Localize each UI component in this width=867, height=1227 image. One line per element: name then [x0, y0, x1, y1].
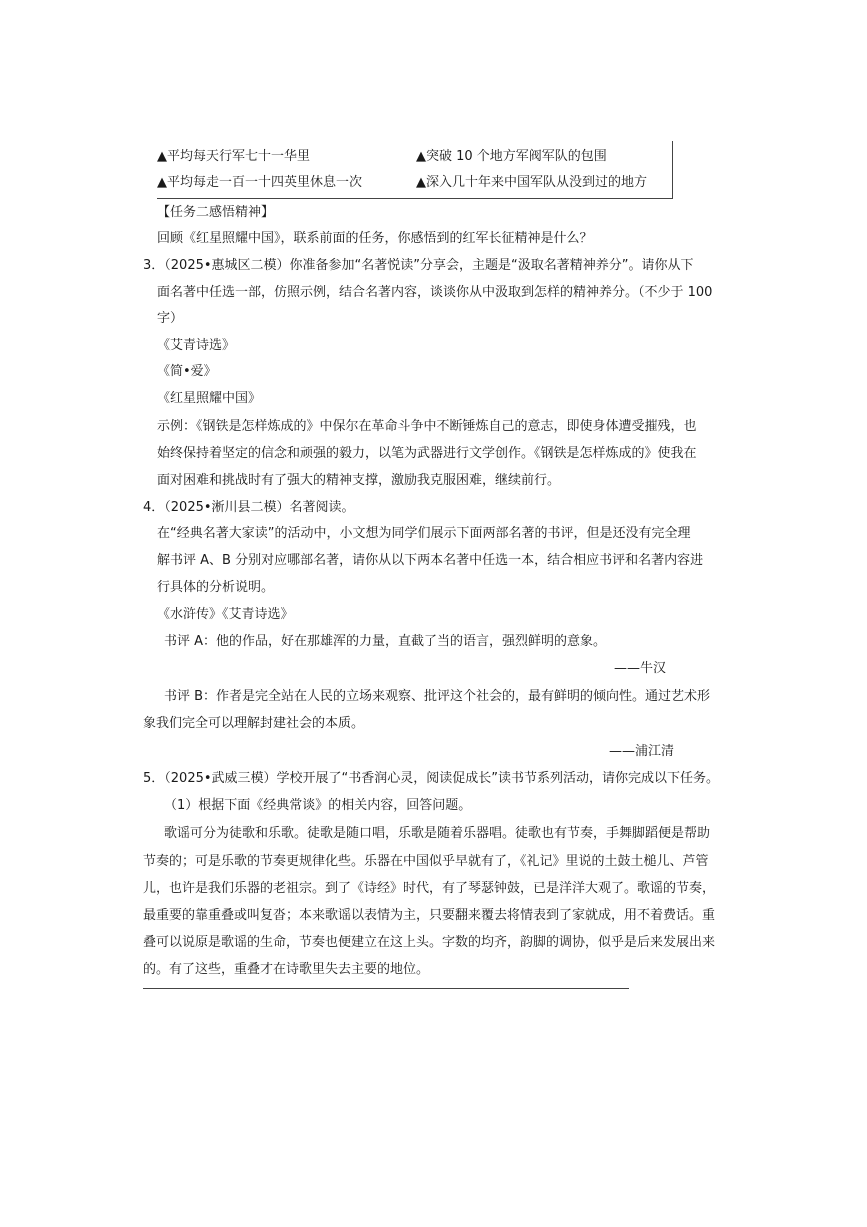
- q5-line: 5．（2025•武威三模）学校开展了“书香润心灵，阅读促成长”读书节系列活动，请你完成以下任务。: [143, 771, 719, 786]
- march-facts-table: [157, 141, 673, 199]
- q5-passage: 最重要的靠重叠或叫复沓；本来歌谣以表情为主，只要翻来覆去将情表到了家就成，用不着费话。重: [143, 908, 716, 923]
- review-b: 书评 B：作者是完全站在人民的立场来观察、批评这个社会的，最有鲜明的倾向性。通过艺术形: [164, 689, 711, 704]
- q5-passage: 的。有了这些，重叠才在诗歌里失去主要的地位。: [143, 962, 430, 977]
- q3-book: 《红星照耀中国》: [157, 391, 262, 406]
- bottom-divider: [143, 988, 629, 989]
- review-b: 象我们完全可以理解封建社会的本质。: [143, 716, 365, 731]
- q3-book: 《简•爱》: [157, 364, 217, 379]
- table-cell: ▲突破 10 个地方军阀军队的包围: [416, 149, 607, 164]
- q5-passage: 儿，也许是我们乐器的老祖宗。到了《诗经》时代，有了琴瑟钟鼓，已是洋洋大观了。歌谣的节奏，: [143, 881, 716, 896]
- q5-passage: 节奏的；可是乐歌的节奏更规律化些。乐器在中国似乎早就有了，《礼记》里说的土鼓土槌儿、芦管: [143, 854, 709, 869]
- q3-line: 3．（2025•惠城区二模）你准备参加“名著悦读”分享会，主题是“汲取名著精神养分”。请你从下: [143, 258, 694, 273]
- q4-line: 在“经典名著大家读”的活动中，小文想为同学们展示下面两部名著的书评，但是还没有完全理: [157, 526, 691, 541]
- q3-line: 面名著中任选一部，仿照示例，结合名著内容，谈谈你从中汲取到怎样的精神养分。（不少于 100: [157, 285, 713, 300]
- q3-book: 《艾青诗选》: [157, 338, 236, 353]
- table-cell: ▲深入几十年来中国军队从没到过的地方: [416, 175, 647, 190]
- table-cell: ▲平均每走一百一十四英里休息一次: [157, 175, 362, 190]
- q4-line: 4．（2025•淅川县二模）名著阅读。: [143, 500, 355, 515]
- q5-passage: 歌谣可分为徒歌和乐歌。徒歌是随口唱，乐歌是随着乐器唱。徒歌也有节奏，手舞脚蹈便是帮助: [164, 826, 711, 841]
- q3-example: 面对困难和挑战时有了强大的精神支撑，激励我克服困难，继续前行。: [157, 473, 561, 488]
- q3-line: 字）: [157, 311, 184, 326]
- task2-heading: 【任务二感悟精神】: [157, 205, 275, 220]
- task2-question: 回顾《红星照耀中国》，联系前面的任务，你感悟到的红军长征精神是什么？: [157, 231, 593, 246]
- q5-sub: （1）根据下面《经典常谈》的相关内容，回答问题。: [164, 798, 472, 813]
- table-cell: ▲平均每天行军七十一华里: [157, 149, 310, 164]
- q3-example: 始终保持着坚定的信念和顽强的毅力，以笔为武器进行文学创作。《钢铁是怎样炼成的》使我在: [157, 446, 697, 461]
- q4-line: 行具体的分析说明。: [157, 580, 275, 595]
- review-a: 书评 A：他的作品，好在那雄浑的力量，直截了当的语言，强烈鲜明的意象。: [164, 634, 607, 649]
- review-a-author: ——牛汉: [614, 661, 667, 676]
- review-b-author: ——浦江清: [609, 744, 675, 759]
- q4-line: 解书评 A、B 分别对应哪部名著，请你从以下两本名著中任选一本，结合相应书评和名著内容进: [157, 553, 704, 568]
- q4-books: 《水浒传》《艾青诗选》: [157, 607, 294, 622]
- q3-example: 示例：《钢铁是怎样炼成的》中保尔在革命斗争中不断锤炼自己的意志，即使身体遭受摧残，也: [157, 419, 697, 434]
- q5-passage: 叠可以说原是歌谣的生命，节奏也便建立在这上头。字数的均齐，韵脚的调协，似乎是后来发展出来: [143, 935, 716, 950]
